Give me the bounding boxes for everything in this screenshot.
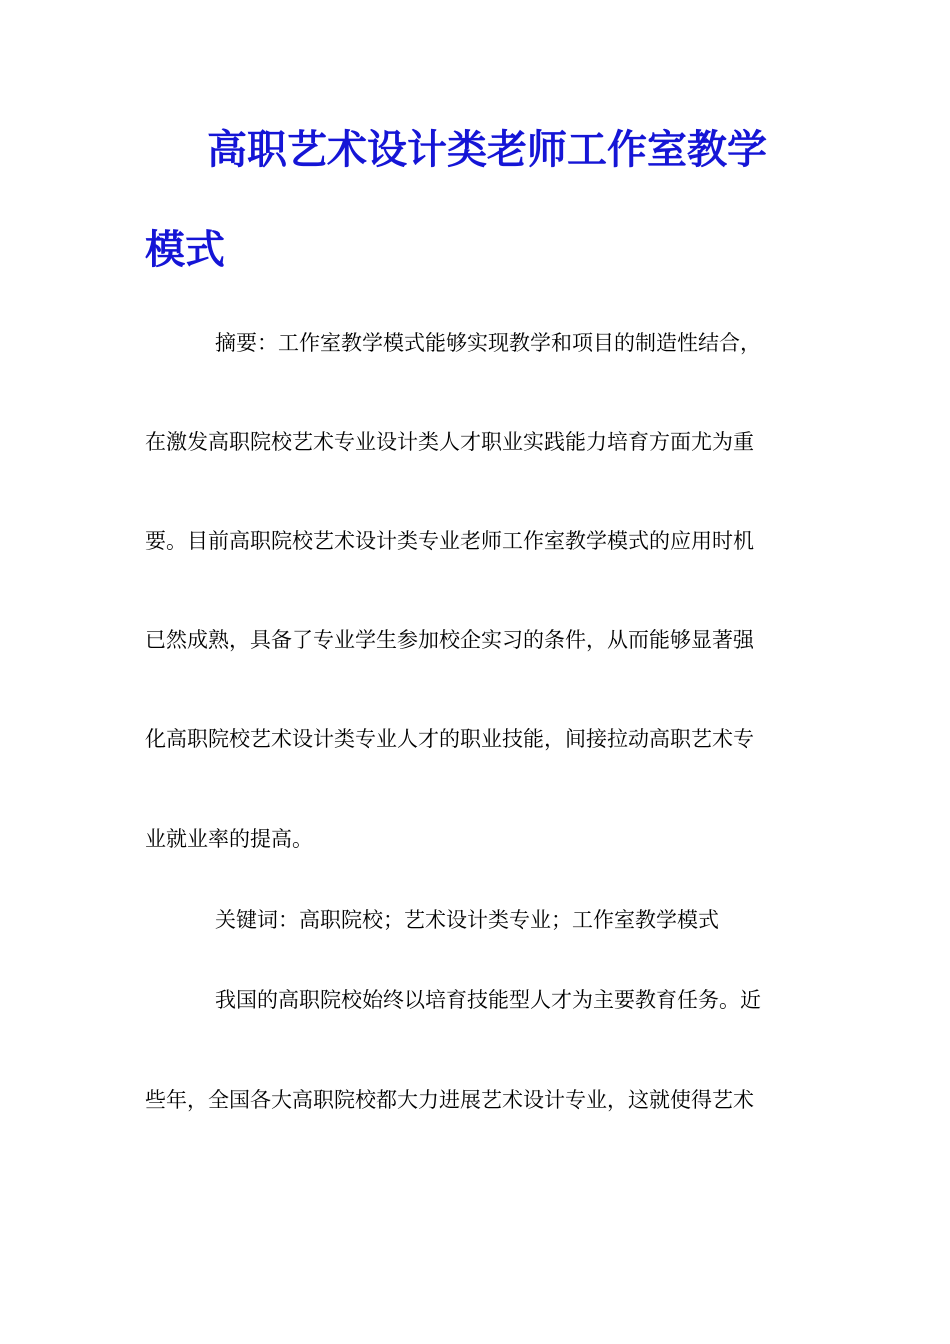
body-line-2: 些年，全国各大高职院校都大力进展艺术设计专业，这就使得艺术	[145, 1088, 754, 1112]
abstract-line-3: 要。目前高职院校艺术设计类专业老师工作室教学模式的应用时机	[145, 529, 754, 553]
abstract-line-4: 已然成熟，具备了专业学生参加校企实习的条件，从而能够显著强	[145, 628, 754, 652]
abstract-line-2: 在激发高职院校艺术专业设计类人才职业实践能力培育方面尤为重	[145, 430, 754, 454]
body-line-1: 我国的高职院校始终以培育技能型人才为主要教育任务。近	[215, 988, 761, 1012]
document-title-line-2: 模式	[145, 226, 225, 273]
abstract-line-6: 业就业率的提高。	[145, 827, 313, 851]
keywords-line: 关键词：高职院校；艺术设计类专业；工作室教学模式	[215, 908, 719, 932]
abstract-line-1: 摘要：工作室教学模式能够实现教学和项目的制造性结合，	[215, 331, 761, 355]
abstract-line-5: 化高职院校艺术设计类专业人才的职业技能，间接拉动高职艺术专	[145, 727, 754, 751]
document-title-line-1: 高职艺术设计类老师工作室教学	[207, 126, 767, 173]
